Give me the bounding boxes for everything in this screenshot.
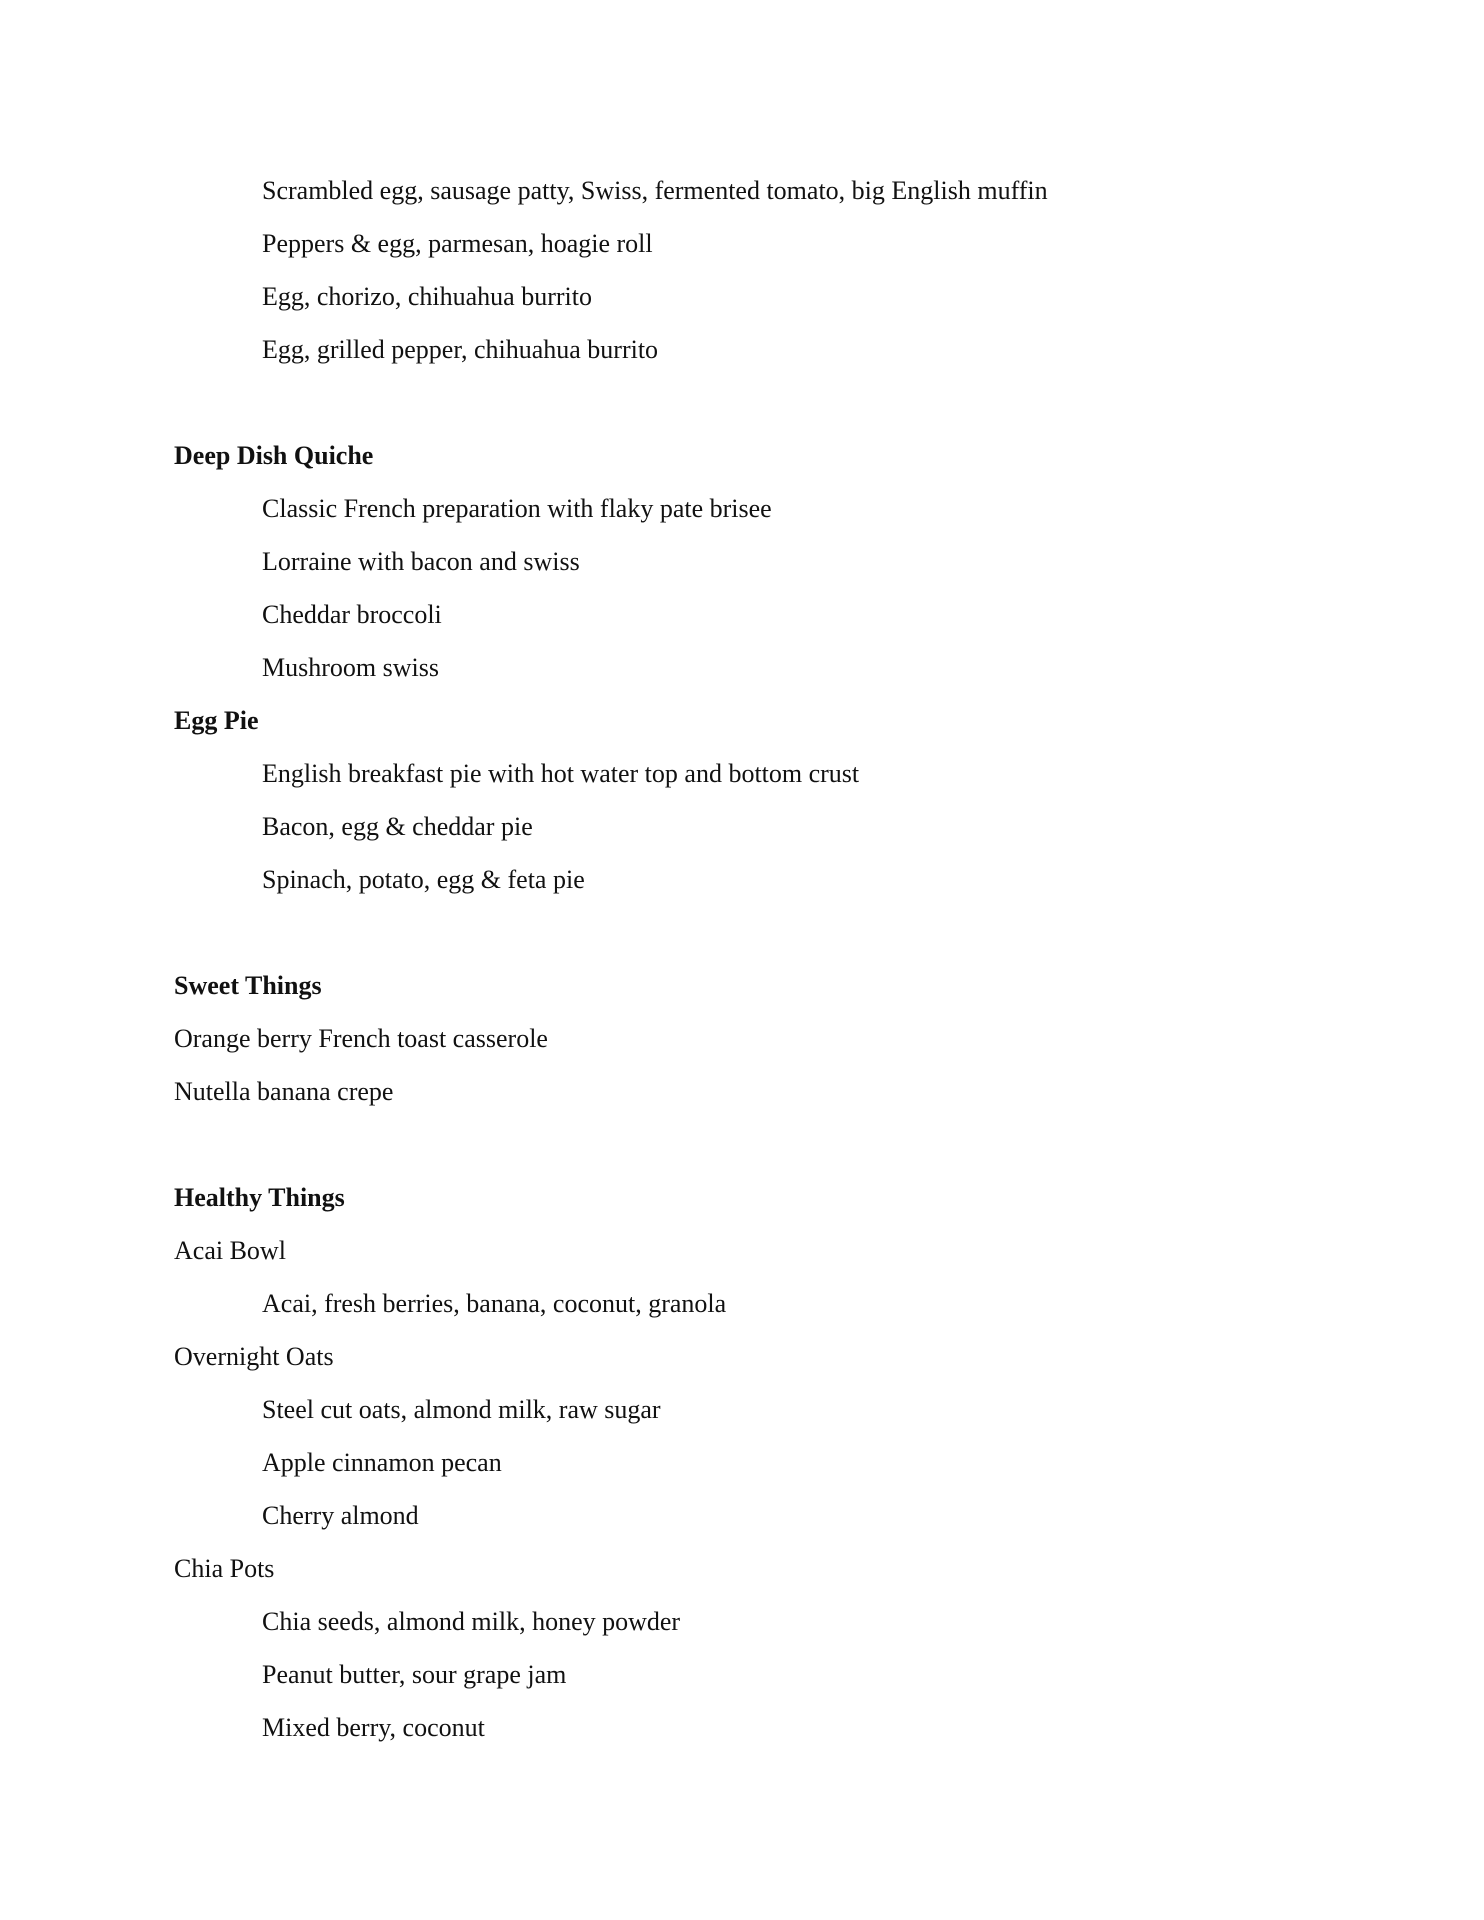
menu-item: Bacon, egg & cheddar pie: [262, 812, 533, 841]
menu-item: Peppers & egg, parmesan, hoagie roll: [262, 229, 653, 258]
menu-item: Classic French preparation with flaky pate brisee: [262, 494, 772, 523]
section-heading-egg-pie: Egg Pie: [174, 706, 259, 735]
menu-item: Scrambled egg, sausage patty, Swiss, fermented tomato, big English muffin: [262, 176, 1048, 205]
menu-item: Peanut butter, sour grape jam: [262, 1660, 567, 1689]
menu-item: Spinach, potato, egg & feta pie: [262, 865, 585, 894]
menu-item: Nutella banana crepe: [174, 1077, 394, 1106]
menu-item: Lorraine with bacon and swiss: [262, 547, 580, 576]
subsection-overnight-oats: Overnight Oats: [174, 1342, 334, 1371]
menu-item: Steel cut oats, almond milk, raw sugar: [262, 1395, 661, 1424]
menu-item: English breakfast pie with hot water top and bottom crust: [262, 759, 860, 788]
menu-item: Egg, grilled pepper, chihuahua burrito: [262, 335, 659, 364]
menu-item: Apple cinnamon pecan: [262, 1448, 502, 1477]
menu-item: Cheddar broccoli: [262, 600, 442, 629]
menu-item: Acai, fresh berries, banana, coconut, granola: [262, 1289, 727, 1318]
menu-item: Egg, chorizo, chihuahua burrito: [262, 282, 592, 311]
section-heading-healthy: Healthy Things: [174, 1183, 345, 1212]
menu-item: Mushroom swiss: [262, 653, 439, 682]
section-heading-sweet: Sweet Things: [174, 971, 322, 1000]
subsection-acai-bowl: Acai Bowl: [174, 1236, 286, 1265]
section-heading-quiche: Deep Dish Quiche: [174, 441, 374, 470]
menu-item: Orange berry French toast casserole: [174, 1024, 548, 1053]
subsection-chia-pots: Chia Pots: [174, 1554, 275, 1583]
menu-item: Cherry almond: [262, 1501, 419, 1530]
menu-item: Chia seeds, almond milk, honey powder: [262, 1607, 681, 1636]
menu-item: Mixed berry, coconut: [262, 1713, 485, 1742]
